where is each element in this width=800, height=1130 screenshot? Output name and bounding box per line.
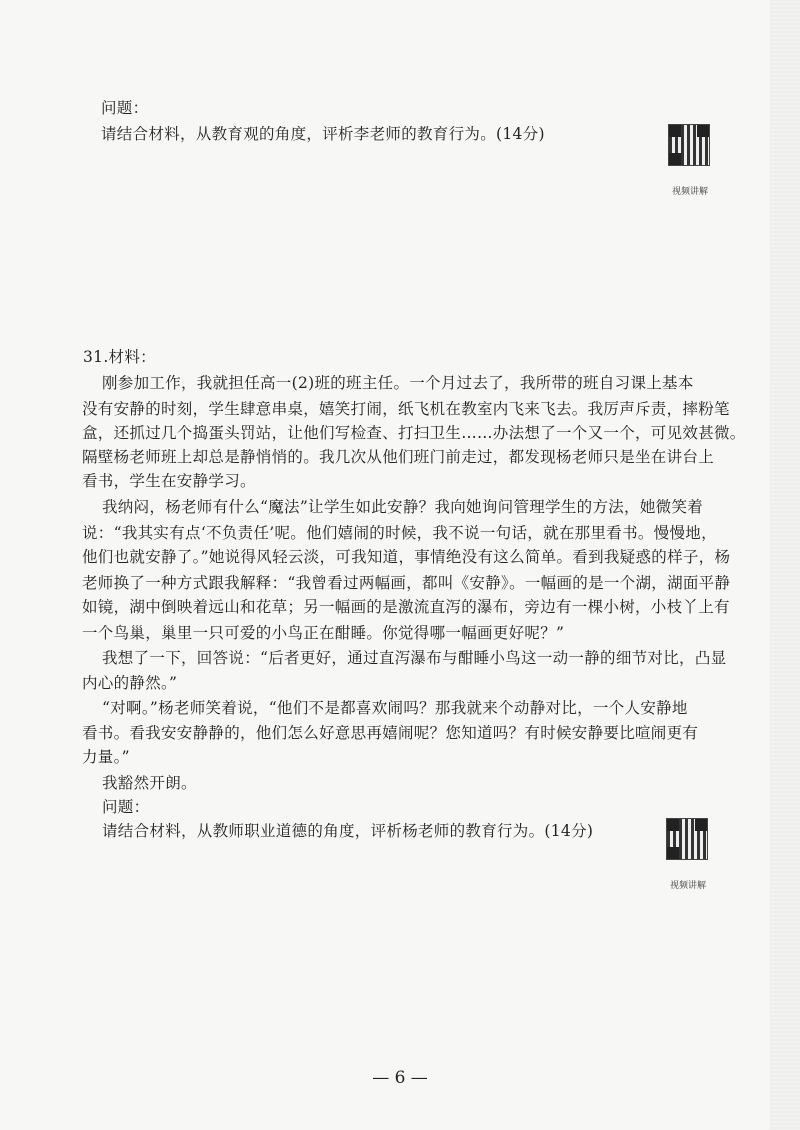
q31-line: 我纳闷，杨老师有什么“魔法”让学生如此安静？我向她询问管理学生的方法，她微笑着 (102, 498, 704, 516)
q31-line: 看书。看我安安静静的，他们怎么好意思再嬉闹呢？您知道吗？有时候安静要比喧闹更有 (82, 724, 699, 742)
page-number: — 6 — (372, 1068, 428, 1088)
q31-qr-code-icon[interactable] (666, 818, 708, 860)
q31-line: 盒，还抓过几个捣蛋头罚站，让他们写检查、打扫卫生……办法想了一个又一个，可见效甚微。 (82, 424, 746, 442)
q31-line: 老师换了一种方式跟我解释：“我曾看过两幅画，都叫《安静》。一幅画的是一个湖，湖面平静 (82, 574, 731, 592)
q31-line: 如镜，湖中倒映着远山和花草；另一幅画的是激流直泻的瀑布，旁边有一棵小树，小枝丫上有 (82, 598, 730, 616)
q31-material-heading: 31.材料： (83, 348, 156, 366)
scan-edge-noise (770, 0, 800, 1130)
q31-line: 他们也就安静了。”她说得风轻云淡，可我知道，事情绝没有这么简单。看到我疑惑的样子，杨 (82, 548, 731, 566)
q30-question-text: 请结合材料，从教育观的角度，评析李老师的教育行为。(14分) (101, 125, 545, 143)
q30-qr-code-icon[interactable] (668, 124, 710, 166)
q31-line: 看书，学生在安静学习。 (82, 472, 256, 490)
q31-qr-caption: 视频讲解 (670, 881, 707, 891)
q31-line: 一个鸟巢，巢里一只可爱的小鸟正在酣睡。你觉得哪一幅画更好呢？” (82, 624, 565, 642)
q30-qr-caption: 视频讲解 (672, 187, 709, 197)
q31-line: 我豁然开朗。 (102, 774, 197, 792)
q31-question-label: 问题： (102, 798, 150, 816)
q31-line: 刚参加工作，我就担任高一(2)班的班主任。一个月过去了，我所带的班自习课上基本 (102, 374, 694, 392)
q31-line: 隔壁杨老师班上却总是静悄悄的。我几次从他们班门前走过，都发现杨老师只是坐在讲台上 (82, 448, 715, 466)
q31-line: 内心的静然。” (82, 674, 178, 692)
q31-line: 没有安静的时刻，学生肆意串桌，嬉笑打闹，纸飞机在教室内飞来飞去。我厉声斥责，摔粉笔 (82, 400, 730, 418)
q31-line: 我想了一下，回答说：“后者更好，通过直泻瀑布与酣睡小鸟这一动一静的细节对比，凸显 (102, 649, 727, 667)
q31-line: 说：“我其实有点‘不负责任’呢。他们嬉闹的时候，我不说一句话，就在那里看书。慢慢地， (82, 524, 717, 542)
q31-line: 力量。” (82, 748, 130, 766)
q31-line: “对啊。”杨老师笑着说，“他们不是都喜欢闹吗？那我就来个动静对比，一个人安静地 (102, 699, 688, 717)
q31-question-text: 请结合材料，从教师职业道德的角度，评析杨老师的教育行为。(14分) (102, 822, 594, 840)
q30-question-label: 问题： (101, 99, 149, 117)
